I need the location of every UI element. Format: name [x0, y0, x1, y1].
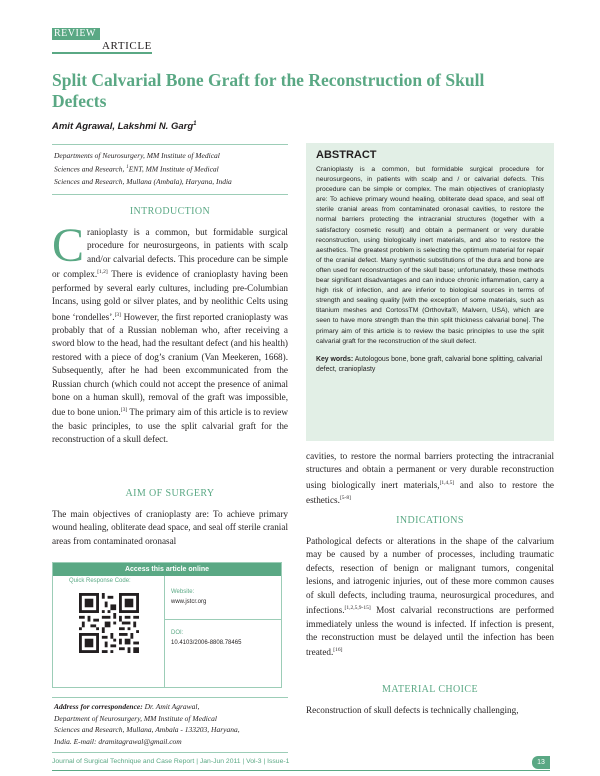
- authors-sup: 1: [193, 121, 197, 127]
- qr-label: Quick Response Code:: [69, 578, 131, 584]
- qr-panel: [53, 576, 165, 688]
- affiliation-line-3: Sciences and Research, Mullana (Ambala), Haryana, India: [54, 176, 232, 186]
- qr-code-icon: [79, 593, 139, 653]
- material-choice-heading: MATERIAL CHOICE: [382, 684, 478, 695]
- correspondence: [52, 697, 288, 753]
- correspondence-line-2: Department of Neurosurgery, MM Institute of Medical: [54, 713, 217, 723]
- keywords: [316, 355, 544, 375]
- correspondence-line-1: Address for correspondence: Dr. Amit Agrawal,: [54, 702, 200, 711]
- affiliation-line-2: Sciences and Research, $^1$ENT, MM Institute of Medical: [54, 164, 219, 174]
- material-choice-paragraph: Reconstruction of skull defects is technically challenging,: [306, 705, 519, 715]
- access-box: [52, 562, 282, 688]
- page-number: 13: [532, 756, 550, 769]
- website-link[interactable]: www.jstcr.org: [171, 599, 207, 605]
- affiliation: [52, 144, 288, 195]
- abstract-heading: ABSTRACT: [316, 149, 377, 161]
- website-label: Website:: [171, 589, 195, 595]
- doi-link[interactable]: 10.4103/2006-8808.78465: [171, 640, 242, 646]
- correspondence-line-4: India. E-mail: dramitagrawal@gmail.com: [54, 736, 182, 746]
- dropcap: C: [52, 219, 85, 272]
- correspondence-line-3: Sciences and Research, Mullana, Ambala - 133203, Haryana,: [54, 725, 240, 735]
- footer-citation: Journal of Surgical Technique and Case Report | Jan-Jun 2011 | Vol-3 | Issue-1: [52, 758, 290, 765]
- keywords-label: Key words:: [316, 355, 354, 363]
- title-line-1: Split Calvarial Bone Graft for the Reconstruction of Skull: [52, 70, 485, 90]
- article-tag: ARTICLE: [102, 40, 152, 52]
- indications-paragraph: Pathological defects or alterations in the shape of the calvarium may be caused by a number of processes, including traumatic defects, resection of benign or malignant tumors, congenital lesions, and iatrogenic injuries, out of these more common causes of skull defects, including trauma, neurosurgical procedures, and infections.[1,2,5,9-15] Most calvarial reconstructions are performed immediately unless the wound is infected. If infection is present, the reconstruction must be delayed until the infection has been treated.[16]: [306, 536, 554, 658]
- access-heading: Access this article online: [53, 563, 281, 576]
- abstract-text: Cranioplasty is a common, but formidable surgical procedure for neurosurgeons, in patients with scalp and / or calvarial defects. This procedure can be simple or complex. The main objectives of cranioplasty are: To achieve primary wound healing, obliterate dead space, and seal off sterile cranial areas from contaminated oronasal cavities, to restore the normal barriers protecting the intracranial structures (together with a satisfactory cosmetic result) and obtain a permanent or very durable reconstruction, using biologically inert materials, and also to restore the aesthetics. The greatest problem is selecting the optimum material for repair of the cranial defect. Many synthetic substitutions of the dura and bone are often used for reconstruction of the skull base; unfortunately, these methods bear significant disadvantages and can induce chronic inflammation, carry a high risk of infection, and are inferior to biological sources in terms of strength and sealing quality [with the exception of some materials, such as titanium meshes and CortossTM (Orthovita®, Malvern, USA), which are seen to have more strength than the thin split thickness calvarial bone]. The primary aim of this article is to review the basic principles to use the split calvarial graft for the reconstruction of the skull defect.: [316, 166, 544, 345]
- affiliation-line-1: Departments of Neurosurgery, MM Institute of Medical: [54, 151, 220, 160]
- access-divider: [165, 619, 281, 620]
- indications-heading: INDICATIONS: [396, 515, 464, 526]
- aim-heading: AIM OF SURGERY: [125, 488, 215, 499]
- article-title: [52, 70, 552, 112]
- abstract-box: [306, 143, 554, 441]
- header-divider: [52, 52, 152, 54]
- introduction-heading: INTRODUCTION: [129, 206, 211, 217]
- review-tag: REVIEW: [52, 28, 100, 40]
- title-line-2: Defects: [52, 91, 107, 111]
- footer-divider: [52, 770, 550, 771]
- authors: [52, 121, 196, 132]
- authors-text: Amit Agrawal, Lakshmi N. Garg: [52, 121, 194, 133]
- keywords-text: Autologous bone, bone graft, calvarial bone splitting, calvarial defect, cranioplasty: [316, 355, 543, 373]
- introduction-paragraph: Cranioplasty is a common, but formidable surgical procedure for neurosurgeons, in patients with scalp and/or calvarial defects. This procedure can be simple or complex.[1,2] There is evidence of cranioplasty having been performed by several early cultures, including pre-Columbian Incans, using gold or silver plates, and by neolithic Celts using bone ‘rondelles’.[3] However, the first reported cranioplasty was probably that of a Russian nobleman who, after receiving a sword blow to the head, had the resultant defect (and his health) restored with a piece of dog’s cranium (Van Meekeren, 1668). Subsequently, after he had been excommunicated from the Russian church (which could not accept the presence of animal bone on a human skull), removal of the graft was impossible, due to bone union.[3] The primary aim of this article is to review the basic principles, to use the split calvarial graft for the reconstruction of a skull defect.: [52, 219, 288, 445]
- doi-label: DOI:: [171, 630, 184, 636]
- aim-paragraph: The main objectives of cranioplasty are: To achieve primary wound healing, obliterate dead space, and seal off sterile cranial areas from contaminated oronasal: [52, 509, 288, 546]
- aim-continuation-paragraph: cavities, to restore the normal barriers protecting the intracranial structures and obtain a permanent or very durable reconstruction using biologically inert materials,[1,4,5] and also to restore the esthetics.[5-8]: [306, 451, 554, 506]
